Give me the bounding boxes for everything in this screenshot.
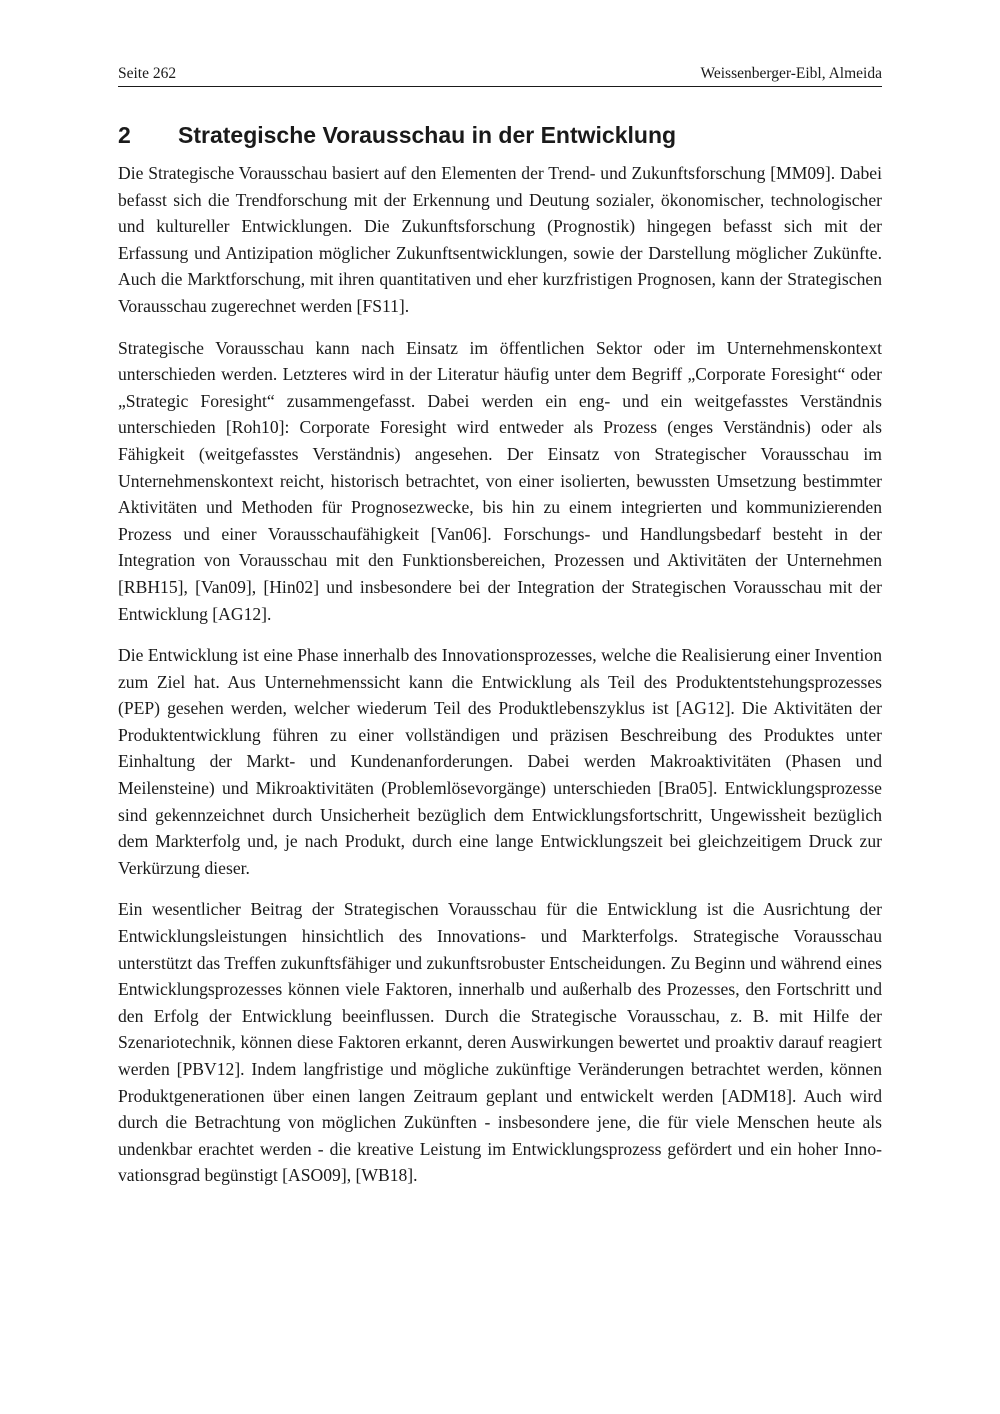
running-header [118,64,882,87]
body-paragraph: Die Strategische Vorausschau basiert auf den Elementen der Trend- und Zukunftsforschung [MM09]. Dabei befasst sich die Trendforschung mit der Erkennung und Deutung sozialer, ökonomischer, technologischer und kultureller Entwicklungen. Die Zukunftsforschung (Prognostik) hingegen befasst sich mit der Erfassung und Antizipation möglicher Zukunftsentwicklungen, sowie der Darstellung möglicher Zukünfte. Auch die Marktforschung, mit ihren quantitativen und eher kurzfristigen Prognosen, kann der Strategischen Vorausschau zugerechnet werden [FS11]. [118,163,882,316]
document-page [118,64,882,1204]
page-label: Seite 262 [118,65,177,82]
section-title: Strategische Vorausschau in der Entwicklung [178,122,677,148]
section-heading [118,120,882,150]
author-line: Weissenberger-Eibl, Almeida [700,65,882,82]
body-paragraph: Die Entwicklung ist eine Phase innerhalb des Innovationsprozesses, welche die Realisierung einer Invention zum Ziel hat. Aus Unternehmenssicht kann die Entwicklung als Teil des Produktentstehungsprozesses (PEP) gesehen werden, welcher wiederum Teil des Produktlebenszyklus ist [AG12]. Die Aktivitäten der Produktentwicklung führen zu einer vollständigen und präzisen Beschreibung des Produktes unter Einhaltung der Markt- und Kundenanforderungen. Dabei werden Makroaktivitäten (Phasen und Meilensteine) und Mikroaktivitäten (Problemlösevorgänge) unterschieden [Bra05]. Entwicklungsprozesse sind gekennzeichnet durch Unsicherheit bezüglich dem Entwicklungsfortschritt, Ungewissheit bezüglich dem Markterfolg und, je nach Produkt, durch eine lange Entwicklungszeit bei gleichzeitigem Druck zur Verkürzung dieser. [118,645,882,878]
body-paragraph: Strategische Vorausschau kann nach Einsatz im öffentlichen Sektor oder im Unternehmenskontext unterschieden werden. Letzteres wird in der Literatur häufig unter dem Begriff „Corporate Foresight“ oder „Strategic Foresight“ zusammengefasst. Dabei werden ein eng- und ein weitgefasstes Verständnis unterschieden [Roh10]: Corporate Foresight wird entweder als Prozess (enges Verständnis) oder als Fähigkeit (weitgefasstes Verständnis) angesehen. Der Einsatz von Strategischer Vorausschau im Unternehmenskontext reicht, historisch betrachtet, von einer isolierten, bewussten Umsetzung bestimmter Aktivitäten und Methoden für Prognosezwecke, bis hin zu einem integrierten und kommunizierenden Prozess und einer Vorausschaufähigkeit [Van06]. Forschungs- und Handlungsbedarf besteht in der Integration von Vorausschau mit den Funktionsbereichen, Prozessen und Aktivitäten der Unternehmen [RBH15], [Van09], [Hin02] und insbesondere bei der Integration der Strategischen Vorausschau mit der Entwicklung [AG12]. [118,337,882,624]
body-paragraph: Ein wesentlicher Beitrag der Strategischen Vorausschau für die Entwicklung ist die Ausrichtung der Entwicklungsleistungen hinsichtlich des Innovations- und Markterfolgs. Strategische Vorausschau unterstützt das Treffen zukunftsfähiger und zukunftsrobuster Entscheidungen. Zu Beginn und während eines Entwicklungsprozesses können viele Faktoren, innerhalb und außerhalb des Prozesses, den Fortschritt und den Erfolg der Entwicklung beeinflussen. Durch die Strategische Vorausschau, z. B. mit Hilfe der Szenariotechnik, können diese Faktoren erkannt, deren Auswirkungen bewertet und proaktiv darauf reagiert werden [PBV12]. Indem langfristige und mögliche zukünftige Veränderungen betrachtet werden, können Produktgenerationen über einen langen Zeitraum geplant und entwickelt werden [ADM18]. Auch wird durch die Betrachtung von möglichen Zukünften - insbesondere jene, die für viele Menschen heute als undenkbar erachtet werden - die kreative Leistung im Entwicklungsprozess gefördert und ein hoher Innovationsgrad begünstigt [ASO09], [WB18]. [118,899,882,1186]
section-number: 2 [118,122,131,148]
